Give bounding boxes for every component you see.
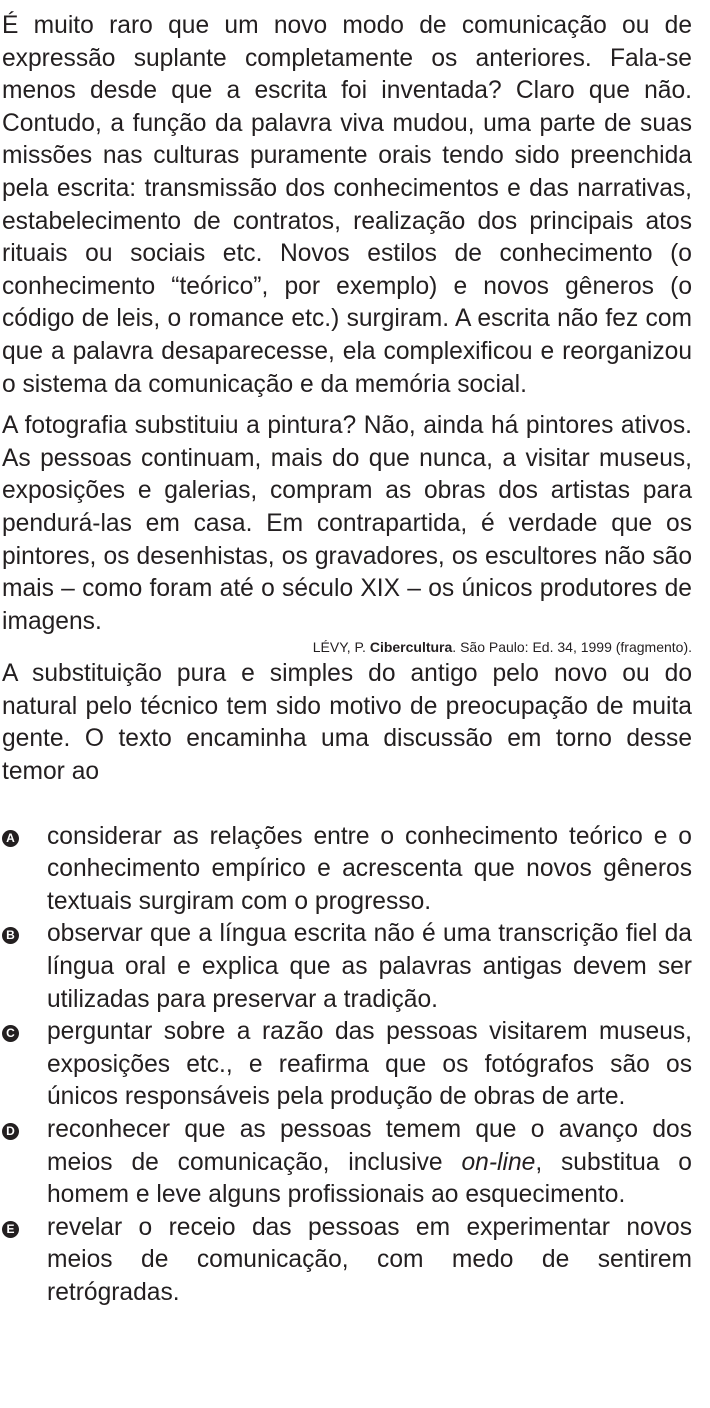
option-e-letter-badge: E (2, 1221, 19, 1238)
option-b-text: observar que a língua escrita não é uma transcrição fiel da língua oral e explica que as palavras antigas devem ser utilizadas para preservar a tradição. (47, 920, 692, 1013)
option-d-text-end: , substitua o homem e leve alguns profissionais ao esquecimento. (47, 1148, 692, 1209)
option-c-letter-badge: C (2, 1025, 19, 1042)
option-c-text: perguntar sobre a razão das pessoas visitarem museus, exposições etc., e reafirma que os fotógrafos são os únicos responsáveis pela produção de obras de arte. (47, 1018, 692, 1111)
option-a-letter-badge: A (2, 830, 19, 847)
citation-author: LÉVY, P. (312, 639, 366, 656)
answer-options (2, 821, 692, 1310)
option-a[interactable] (2, 821, 692, 919)
option-d-text-start: reconhecer que as pessoas temem que o avanço dos meios de comunicação, inclusive (47, 1116, 692, 1176)
source-citation (2, 636, 692, 658)
option-e-text: revelar o receio das pessoas em experimentar novos meios de comunicação, com medo de sentirem retrógradas. (47, 1213, 692, 1306)
question-stem: A substituição pura e simples do antigo pelo novo ou do natural pelo técnico tem sido motivo de preocupação de muita gente. O texto encaminha uma discussão em torno desse temor ao (2, 660, 692, 786)
passage-paragraph-2: A fotografia substituiu a pintura? Não, ainda há pintores ativos. As pessoas continuam, mais do que nunca, a visitar museus, exposições e galerias, compram as obras dos artistas para pendurá-las em casa. Em contrapartida, é verdade que os pintores, os desenhistas, os gravadores, os escultores não são mais – como foram até o século XIX – os únicos produtores de imagens. (2, 412, 692, 635)
citation-details: . São Paulo: Ed. 34, 1999 (fragmento). (452, 639, 692, 656)
option-a-text: considerar as relações entre o conhecimento teórico e o conhecimento empírico e acrescenta que novos gêneros textuais surgiram com o progresso. (47, 822, 692, 915)
passage-paragraph-1: É muito raro que um novo modo de comunicação ou de expressão suplante completamente os anteriores. Fala-se menos desde que a escrita foi inventada? Claro que não. Contudo, a função da palavra viva mudou, uma parte de suas missões nas culturas puramente orais tendo sido preenchida pela escrita: transmissão dos conhecimentos e das narrativas, estabelecimento de contratos, realização dos principais atos rituais ou sociais etc. Novos estilos de conhecimento (o conhecimento “teórico”, por exemplo) e novos gêneros (o código de leis, o romance etc.) surgiram. A escrita não fez com que a palavra desaparecesse, ela complexificou e reorganizou o sistema da comunicação e da memória social. (2, 12, 692, 398)
option-d-text-italic: on-line (461, 1148, 536, 1176)
option-b[interactable] (2, 918, 692, 1016)
option-d[interactable] (2, 1114, 692, 1212)
option-d-letter-badge: D (2, 1123, 19, 1140)
option-e[interactable] (2, 1212, 692, 1310)
citation-title: Cibercultura (369, 639, 453, 656)
option-c[interactable] (2, 1016, 692, 1114)
option-b-letter-badge: B (2, 927, 19, 944)
